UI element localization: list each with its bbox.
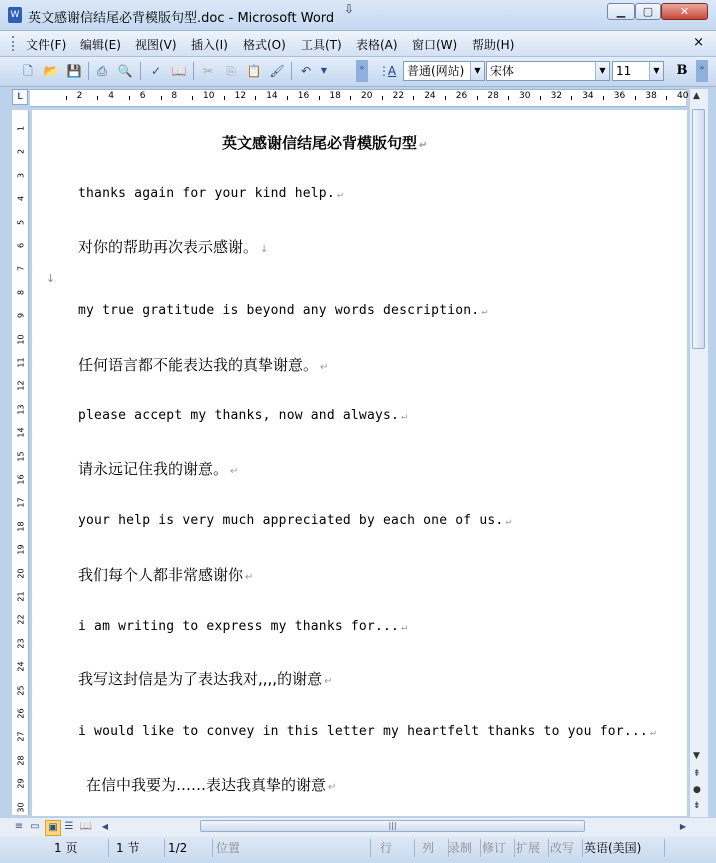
ruler-tick-label: 2 (76, 91, 83, 101)
menu-file[interactable]: 文件(F) (26, 38, 67, 52)
ruler-tick-label: 19 (16, 544, 26, 555)
undo-dropdown-icon[interactable]: ▼ (320, 66, 328, 75)
paragraph: thanks again for your kind help. ↵ (78, 186, 344, 201)
toolbar-overflow-icon[interactable]: » (356, 60, 368, 82)
ruler-tick-label: 27 (16, 731, 26, 742)
vertical-ruler[interactable] (12, 110, 29, 815)
print-icon[interactable]: ⎙ (97, 64, 107, 78)
status-bar (0, 836, 716, 863)
open-folder-icon[interactable]: 📂 (43, 64, 59, 78)
ruler-tick-label: 16 (16, 474, 26, 485)
status-col: 列 (418, 839, 449, 857)
status-page-count: 1/2 (164, 839, 213, 857)
ruler-tick (319, 96, 320, 100)
paragraph: your help is very much appreciated by each one of us. ↵ (78, 513, 512, 528)
ruler-tick (224, 96, 225, 100)
status-language[interactable]: 英语(美国) (580, 839, 665, 857)
ruler-tick-label: 12 (16, 380, 26, 391)
paragraph: i would like to convey in this letter my heartfelt thanks to you for... ↵ (78, 724, 657, 739)
minimize-button[interactable]: ▁ (607, 3, 635, 20)
paragraph: 我写这封信是为了表达我对,,,,的谢意 ↵ (78, 670, 333, 688)
ruler-tick-label: 2 (16, 149, 26, 155)
ruler-tick-label: 4 (108, 91, 114, 101)
ruler-tick-label: 11 (16, 357, 26, 368)
ruler-tick (445, 96, 446, 100)
menu-tools[interactable]: 工具(T) (301, 38, 342, 52)
tab-selector-button[interactable]: L (12, 89, 28, 105)
status-track-changes[interactable]: 修订 (478, 839, 515, 857)
ruler-tick-label: 30 (519, 91, 531, 101)
ruler-tick-label: 24 (16, 661, 26, 672)
chevron-down-icon[interactable]: ▼ (649, 62, 663, 80)
toolbar-separator (88, 62, 89, 80)
maximize-button[interactable]: ▢ (635, 3, 661, 20)
ruler-tick-label: 26 (16, 708, 26, 719)
bold-button[interactable]: B (676, 63, 688, 78)
paragraph: 在信中我要为……表达我真挚的谢意 ↵ (86, 776, 337, 794)
paragraph: 我们每个人都非常感谢你 ↵ (78, 566, 254, 584)
font-size-value: 11 (616, 64, 632, 78)
ruler-tick-label: 32 (550, 91, 563, 101)
scroll-left-icon[interactable]: ◀ (101, 822, 109, 831)
ruler-tick-label: 14 (266, 91, 278, 101)
ruler-tick (255, 96, 256, 100)
menu-view[interactable]: 视图(V) (135, 38, 177, 52)
ruler-tick (508, 96, 509, 100)
ruler-tick-label: 8 (171, 91, 178, 101)
toolbar-overflow-icon[interactable]: » (696, 60, 708, 82)
ruler-tick-label: 8 (16, 289, 26, 295)
close-document-button[interactable]: × (693, 35, 704, 50)
ruler-tick (666, 96, 667, 100)
ruler-tick-label: 23 (16, 638, 26, 649)
status-row: 行 (376, 839, 415, 857)
ruler-tick (350, 96, 351, 100)
cut-icon[interactable]: ✂ (202, 64, 214, 78)
ruler-tick-label: 34 (582, 91, 594, 101)
select-browse-object-icon[interactable]: ● (693, 785, 701, 795)
ruler-tick (129, 96, 130, 100)
status-section: 1 节 (112, 839, 165, 857)
horizontal-ruler[interactable] (30, 89, 689, 107)
ruler-tick-label: 40 (677, 91, 689, 101)
ruler-tick-label: 5 (16, 219, 26, 225)
print-layout-icon[interactable]: ▣ (45, 820, 61, 836)
scroll-right-icon[interactable]: ▶ (679, 822, 687, 831)
ruler-tick-label: 4 (16, 196, 26, 202)
ruler-tick-label: 16 (297, 91, 310, 101)
ruler-tick (540, 96, 541, 100)
ruler-tick-label: 10 (203, 91, 215, 101)
ruler-tick-label: 1 (16, 125, 26, 132)
menu-insert[interactable]: 插入(I) (191, 38, 228, 52)
ruler-tick-label: 20 (361, 91, 373, 101)
window-title: 英文感谢信结尾必背模版句型.doc - Microsoft Word (28, 11, 335, 26)
ruler-tick-label: 15 (16, 451, 26, 462)
menu-table[interactable]: 表格(A) (356, 38, 398, 52)
menu-edit[interactable]: 编辑(E) (80, 38, 121, 52)
scroll-up-icon[interactable]: ▲ (693, 91, 700, 101)
ruler-tick-label: 3 (16, 172, 26, 178)
ruler-tick-label: 14 (16, 427, 26, 438)
ruler-tick-label: 13 (16, 404, 26, 415)
ruler-tick (66, 96, 67, 100)
ruler-tick-label: 10 (16, 334, 26, 345)
status-position: 位置 (212, 839, 371, 857)
paste-icon[interactable]: 📋 (246, 64, 262, 78)
paragraph: i am writing to express my thanks for... ↵ (78, 619, 408, 634)
status-page: 1 页 (50, 839, 109, 857)
toolbar (0, 57, 716, 87)
status-record[interactable]: 录制 (444, 839, 481, 857)
ruler-tick-label: 20 (16, 568, 26, 579)
style-select[interactable] (403, 61, 485, 81)
ruler-tick (571, 96, 572, 100)
vertical-scroll-thumb[interactable] (692, 109, 705, 349)
new-document-icon[interactable]: 🗋 (23, 64, 33, 78)
menu-help[interactable]: 帮助(H) (472, 38, 515, 52)
ruler-tick (97, 96, 98, 100)
word-app-icon[interactable]: W (8, 7, 22, 23)
outline-view-icon[interactable]: ☰ (64, 821, 74, 832)
format-painter-icon[interactable]: 🖌 (269, 64, 285, 78)
title-bar (0, 0, 716, 31)
chevron-down-icon[interactable]: ▼ (595, 62, 609, 80)
ruler-tick-label: 18 (16, 521, 26, 532)
paragraph: 对你的帮助再次表示感谢。 ↓ (78, 238, 269, 256)
ruler-tick (635, 96, 636, 100)
ruler-tick-label: 25 (16, 685, 26, 696)
menu-grip-handle[interactable] (12, 36, 17, 51)
menu-bar (0, 31, 716, 57)
ruler-tick (287, 96, 288, 100)
web-layout-icon[interactable]: ▭ (30, 821, 40, 832)
close-button[interactable]: ✕ (661, 3, 708, 20)
ruler-tick-label: 18 (329, 91, 341, 101)
ruler-tick (192, 96, 193, 100)
document-title: 英文感谢信结尾必背模版句型 ↵ (222, 134, 428, 152)
font-size-select[interactable] (612, 61, 664, 81)
next-page-icon[interactable]: ⇟ (693, 801, 701, 811)
print-preview-icon[interactable]: 🔍 (117, 64, 133, 78)
ruler-tick (603, 96, 604, 100)
ruler-tick-label: 24 (424, 91, 436, 101)
save-icon[interactable]: 💾 (66, 64, 82, 78)
style-select-value: 普通(网站) (407, 64, 465, 78)
ruler-tick-label: 36 (613, 91, 626, 101)
document-page[interactable] (32, 110, 687, 816)
horizontal-scrollbar[interactable] (0, 817, 716, 836)
ruler-tick-label: 29 (16, 778, 26, 789)
previous-page-icon[interactable]: ⇞ (693, 769, 701, 779)
ruler-tick-label: 30 (16, 802, 26, 813)
menu-format[interactable]: 格式(O) (243, 38, 286, 52)
ruler-tick-label: 22 (16, 614, 26, 625)
toolbar-separator (193, 62, 194, 80)
status-overtype[interactable]: 改写 (546, 839, 583, 857)
ruler-tick-label: 38 (645, 91, 657, 101)
toolbar-separator (291, 62, 292, 80)
ruler-tick-label: 6 (16, 242, 26, 249)
ruler-tick-label: 22 (392, 91, 405, 101)
ruler-tick-label: 7 (16, 266, 26, 272)
ruler-tick-label: 6 (139, 91, 146, 101)
menu-window[interactable]: 窗口(W) (412, 38, 458, 52)
paragraph: my true gratitude is beyond any words description. ↵ (78, 303, 488, 318)
ruler-tick-label: 28 (16, 755, 26, 766)
ruler-tick-label: 28 (487, 91, 499, 101)
horizontal-scroll-thumb[interactable]: ||| (200, 820, 585, 832)
font-select[interactable] (486, 61, 610, 81)
ruler-tick (382, 96, 383, 100)
undo-icon[interactable]: ↶ (300, 64, 312, 78)
ruler-tick (413, 96, 414, 100)
vertical-scrollbar[interactable] (689, 89, 708, 817)
ruler-tick (161, 96, 162, 100)
font-select-value: 宋体 (490, 64, 515, 78)
styles-formatting-icon[interactable]: A (387, 64, 397, 78)
paragraph: 任何语言都不能表达我的真挚谢意。 ↵ (78, 356, 329, 374)
reading-layout-icon[interactable]: 📖 (79, 821, 93, 832)
paragraph: please accept my thanks, now and always. ↵ (78, 408, 408, 423)
copy-icon[interactable]: ⎘ (226, 64, 236, 78)
ruler-tick-label: 12 (234, 91, 247, 101)
mouse-cursor-icon: ⇩ (344, 2, 355, 16)
line-break-mark: ↓ (46, 272, 56, 285)
paragraph: 请永远记住我的谢意。 ↵ (78, 460, 239, 478)
ruler-tick (477, 96, 478, 100)
research-icon[interactable]: 📖 (171, 64, 187, 78)
status-extend[interactable]: 扩展 (512, 839, 549, 857)
chevron-down-icon[interactable]: ▼ (470, 62, 484, 80)
spelling-check-icon[interactable]: ✓ (150, 64, 162, 78)
ruler-tick-label: 17 (16, 497, 26, 508)
toolbar-separator (140, 62, 141, 80)
ruler-tick-label: 9 (16, 313, 26, 319)
normal-view-icon[interactable]: ≡ (14, 821, 24, 832)
scroll-down-icon[interactable]: ▼ (693, 751, 700, 761)
ruler-tick-label: 26 (455, 91, 468, 101)
toolbar-grip-handle[interactable]: ⋮ (378, 64, 390, 78)
ruler-tick-label: 21 (16, 591, 26, 602)
